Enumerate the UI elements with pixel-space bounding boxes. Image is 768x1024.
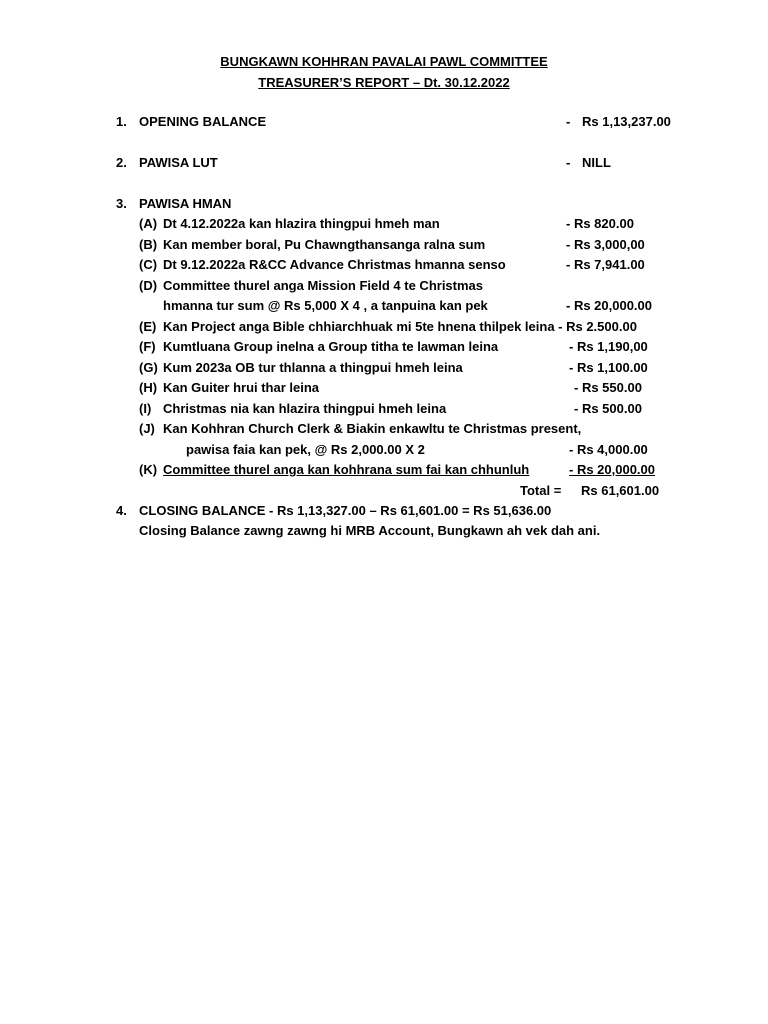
report-title: BUNGKAWN KOHHRAN PAVALAI PAWL COMMITTEE [220,54,548,69]
expense-key: (B) [139,237,158,252]
expense-key: (E) [139,319,157,334]
expense-key: (K) [139,462,158,477]
expense-text: Kan member boral, Pu Chawngthansanga ralna sum [163,237,486,252]
expense-amount: - Rs 1,190,00 [569,339,648,354]
expense-text: Kan Project anga Bible chhiarchhuak mi 5te hnena thilpek leina - Rs 2.500.00 [163,319,637,334]
expense-key: (A) [139,216,158,231]
expense-amount: - Rs 7,941.00 [566,257,645,272]
expense-text: Committee thurel anga kan kohhrana sum fai kan chhunluh [163,462,530,477]
item-number: 4. [116,503,127,518]
expense-amount: - Rs 820.00 [566,216,634,231]
expense-text: Kan Guiter hrui thar leina [163,380,320,395]
pawisa-lut-label: PAWISA LUT [139,155,218,170]
closing-balance-note: Closing Balance zawng zawng hi MRB Account, Bungkawn ah vek dah ani. [139,523,601,538]
expense-amount: - Rs 20,000.00 [566,298,653,313]
report-subtitle: TREASURER’S REPORT – Dt. 30.12.2022 [258,75,510,90]
expense-text-continued: pawisa faia kan pek, @ Rs 2,000.00 X 2 [186,442,425,457]
total-label: Total = [520,483,562,498]
opening-balance-dash: - [566,114,571,129]
item-number: 3. [116,196,127,211]
expense-amount: - Rs 4,000.00 [569,442,648,457]
expense-key: (D) [139,278,158,293]
item-number: 2. [116,155,127,170]
expense-amount: - Rs 1,100.00 [569,360,648,375]
expense-key: (H) [139,380,158,395]
expense-text: Kumtluana Group inelna a Group titha te lawman leina [163,339,499,354]
expense-text: Christmas nia kan hlazira thingpui hmeh leina [163,401,447,416]
item-number: 1. [116,114,127,129]
expense-amount: - Rs 550.00 [574,380,642,395]
expense-amount: - Rs 20,000.00 [569,462,656,477]
opening-balance-amount: Rs 1,13,237.00 [582,114,671,129]
expense-text: Committee thurel anga Mission Field 4 te Christmas [163,278,484,293]
expense-key: (G) [139,360,158,375]
expense-text: Kum 2023a OB tur thlanna a thingpui hmeh leina [163,360,463,375]
expense-amount: - Rs 500.00 [574,401,642,416]
opening-balance-label: OPENING BALANCE [139,114,267,129]
expense-text-continued: hmanna tur sum @ Rs 5,000 X 4 , a tanpuina kan pek [163,298,488,313]
pawisa-hman-label: PAWISA HMAN [139,196,232,211]
expense-key: (J) [139,421,155,436]
closing-balance-line: CLOSING BALANCE - Rs 1,13,327.00 – Rs 61,601.00 = Rs 51,636.00 [139,503,552,518]
total-amount: Rs 61,601.00 [581,483,660,498]
expense-key: (I) [139,401,152,416]
expense-amount: - Rs 3,000,00 [566,237,645,252]
expense-text: Dt 4.12.2022a kan hlazira thingpui hmeh man [163,216,440,231]
pawisa-lut-amount: NILL [582,155,611,170]
expense-key: (C) [139,257,158,272]
expense-text: Dt 9.12.2022a R&CC Advance Christmas hmanna senso [163,257,506,272]
expense-text: Kan Kohhran Church Clerk & Biakin enkawltu te Christmas present, [163,421,582,436]
expense-key: (F) [139,339,156,354]
pawisa-lut-dash: - [566,155,571,170]
